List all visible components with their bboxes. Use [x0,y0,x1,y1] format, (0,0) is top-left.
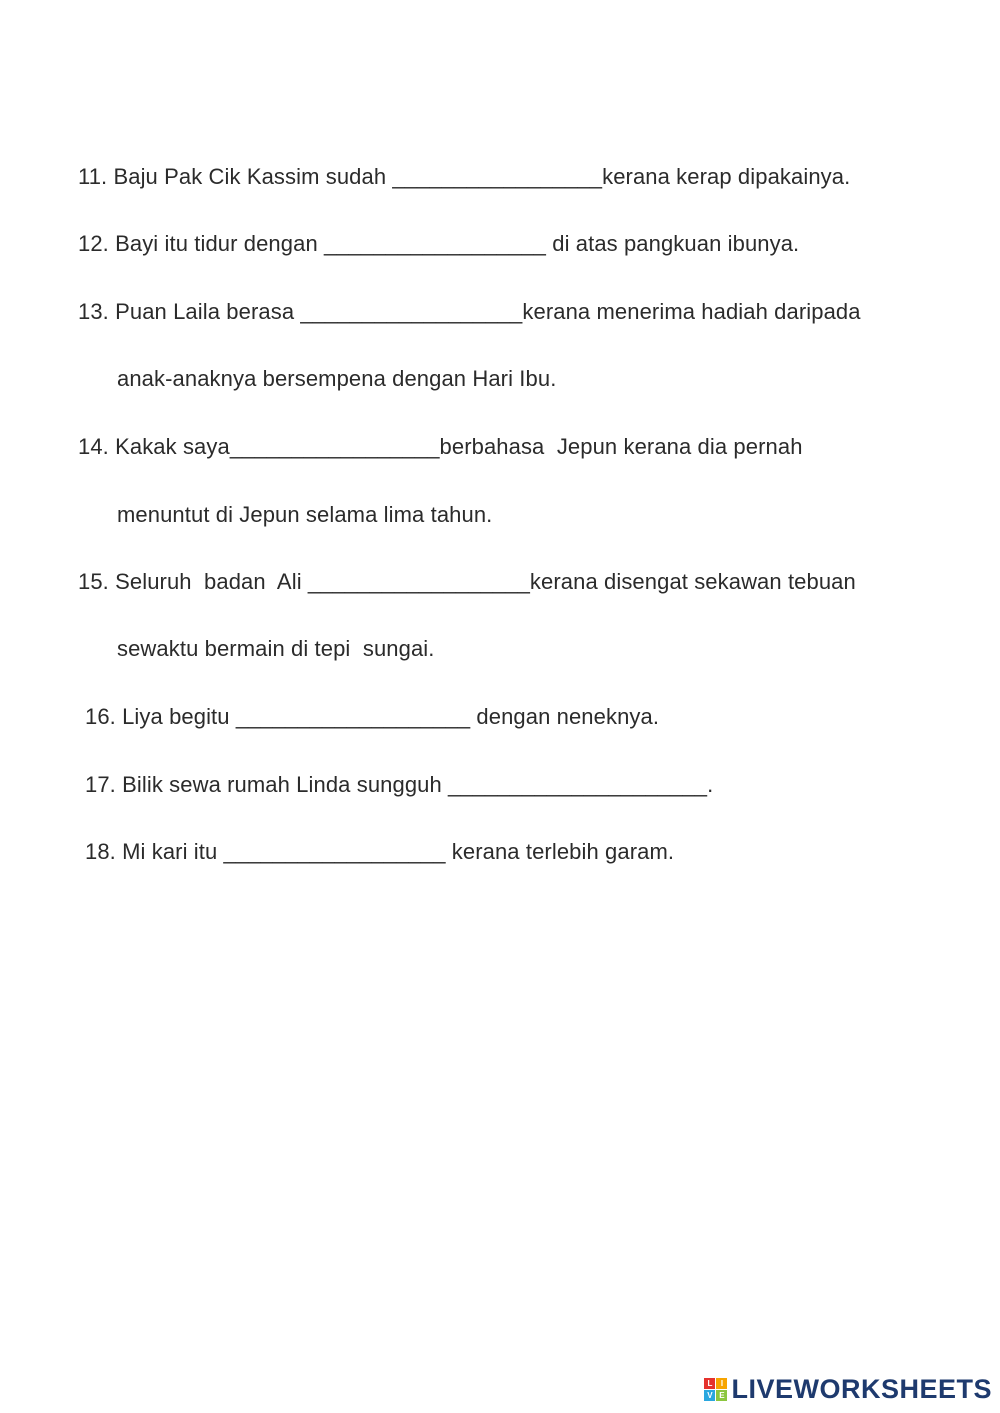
question-14: 14. Kakak saya_________________berbahasa Jepun kerana dia pernah [78,434,803,459]
question-13: 13. Puan Laila berasa __________________kerana menerima hadiah daripada [78,299,861,324]
question-11: 11. Baju Pak Cik Kassim sudah _________________kerana kerap dipakainya. [78,164,851,189]
logo-text: LIVEWORKSHEETS [731,1374,992,1404]
question-17: 17. Bilik sewa rumah Linda sungguh _____________________. [85,772,714,797]
question-14-continuation: menuntut di Jepun selama lima tahun. [117,502,493,527]
question-15-continuation: sewaktu bermain di tepi sungai. [117,636,435,661]
logo-letter-l: L [704,1378,715,1389]
question-16: 16. Liya begitu ___________________ dengan neneknya. [85,704,660,729]
logo-letter-v: V [704,1390,715,1401]
question-15: 15. Seluruh badan Ali __________________kerana disengat sekawan tebuan [78,569,856,594]
logo-letter-e: E [716,1390,727,1401]
logo-letter-i: I [716,1378,727,1389]
question-12: 12. Bayi itu tidur dengan __________________ di atas pangkuan ibunya. [78,231,800,256]
question-18: 18. Mi kari itu __________________ kerana terlebih garam. [85,839,675,864]
liveworksheets-logo-icon [704,1378,727,1401]
question-13-continuation: anak-anaknya bersempena dengan Hari Ibu. [117,366,557,391]
liveworksheets-logo [704,1374,992,1405]
